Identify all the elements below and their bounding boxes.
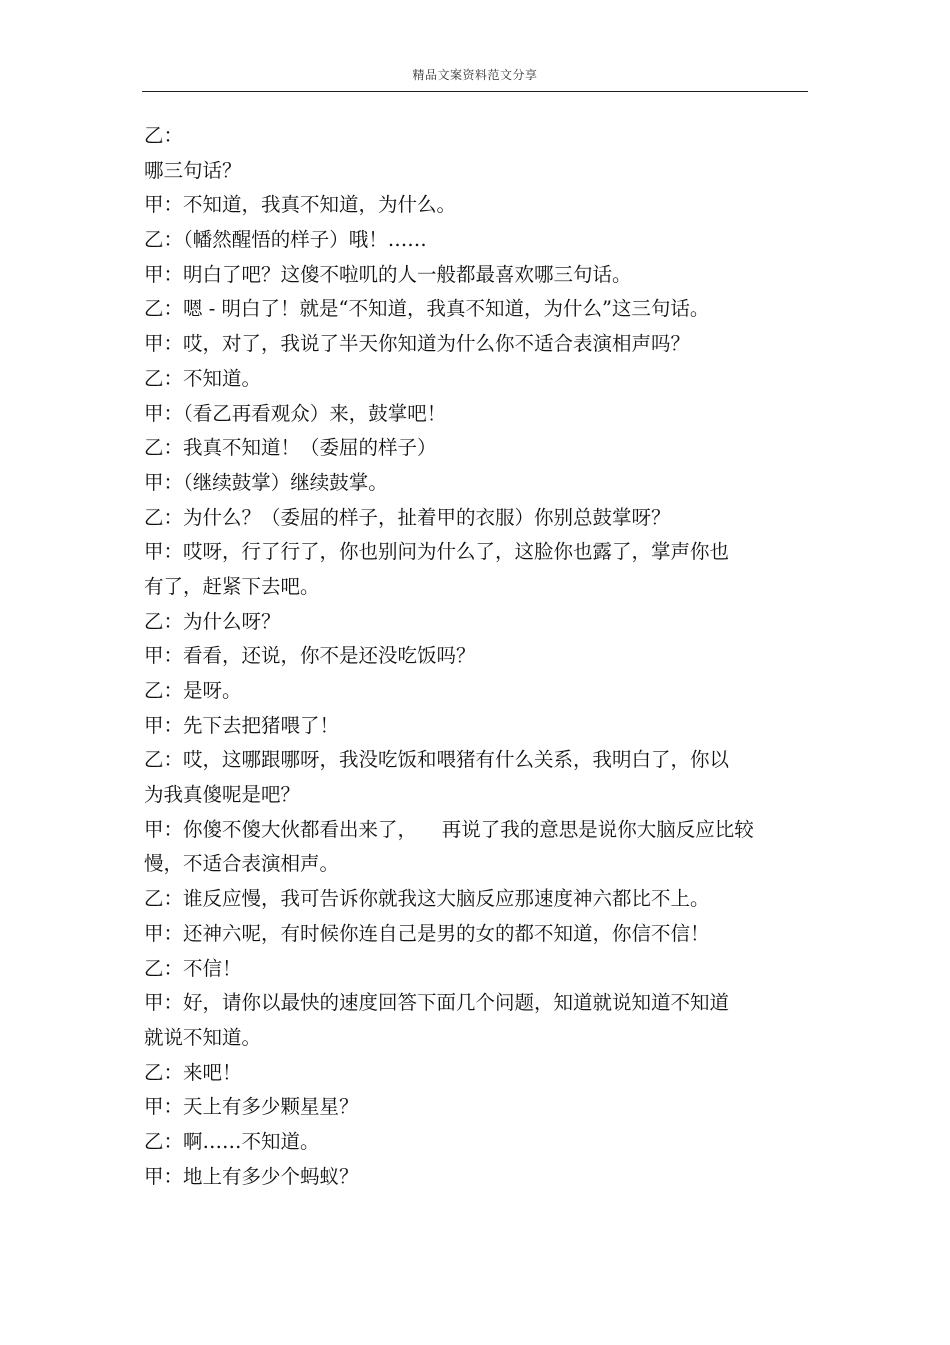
text-line: 慢，不适合表演相声。 <box>144 852 340 876</box>
text-line: 甲：（继续鼓掌）继续鼓掌。 <box>144 470 388 494</box>
text-line: 就说不知道。 <box>144 1025 262 1049</box>
text-line: 乙：不信！ <box>144 956 242 980</box>
text-line: 甲：（看乙再看观众）来，鼓掌吧！ <box>144 401 447 425</box>
text-line: 乙：谁反应慢，我可告诉你就我这大脑反应那速度神六都比不上。 <box>144 887 710 911</box>
text-line: 乙：是呀。 <box>144 679 242 702</box>
text-line: 甲：你傻不傻大伙都看出来了， 再说了我的意思是说你大脑反应比较 <box>144 817 754 841</box>
document-body <box>144 119 794 1194</box>
text-line: 为我真傻呢是吧？ <box>144 783 301 807</box>
text-line: 甲：哎，对了，我说了半天你知道为什么你不适合表演相声吗？ <box>144 332 691 356</box>
text-line: 甲：天上有多少颗星星？ <box>144 1095 359 1119</box>
text-line: 乙：（幡然醒悟的样子）哦！…… <box>144 228 427 252</box>
text-line: 乙：嗯 - 明白了！就是“不知道，我真不知道，为什么”这三句话。 <box>144 297 710 321</box>
text-line: 乙：我真不知道！（委屈的样子） <box>144 436 437 460</box>
text-line: 甲：先下去把猪喂了！ <box>144 713 340 737</box>
text-line: 甲：地上有多少个蚂蚁？ <box>144 1164 359 1188</box>
text-line: 乙：为什么？（委屈的样子，扯着甲的衣服）你别总鼓掌呀？ <box>144 505 671 529</box>
text-line: 甲：不知道，我真不知道，为什么。 <box>144 193 457 217</box>
text-line: 有了，赶紧下去吧。 <box>144 574 320 598</box>
text-line: 乙：来吧！ <box>144 1060 242 1084</box>
text-line: 哪三句话？ <box>144 158 242 182</box>
text-line: 甲：哎呀，行了行了，你也别问为什么了，这脸你也露了，掌声你也 <box>144 540 730 564</box>
page-header <box>142 62 808 92</box>
text-line: 乙：哎，这哪跟哪呀，我没吃饭和喂猪有什么关系，我明白了，你以 <box>144 748 730 772</box>
text-line: 乙：不知道。 <box>144 366 262 390</box>
text-line: 乙：啊……不知道。 <box>144 1129 320 1153</box>
text-line: 甲：看看，还说，你不是还没吃饭吗？ <box>144 644 476 668</box>
text-line: 乙： <box>144 124 184 147</box>
text-line: 甲：好，请你以最快的速度回答下面几个问题，知道就说知道不知道 <box>144 991 730 1015</box>
text-line: 甲：明白了吧？这傻不啦叽的人一般都最喜欢哪三句话。 <box>144 262 632 286</box>
text-line: 甲：还神六呢，有时候你连自己是男的女的都不知道，你信不信！ <box>144 921 710 945</box>
header-title: 精品文案资料范文分享 <box>412 68 538 82</box>
text-line: 乙：为什么呀？ <box>144 609 281 633</box>
